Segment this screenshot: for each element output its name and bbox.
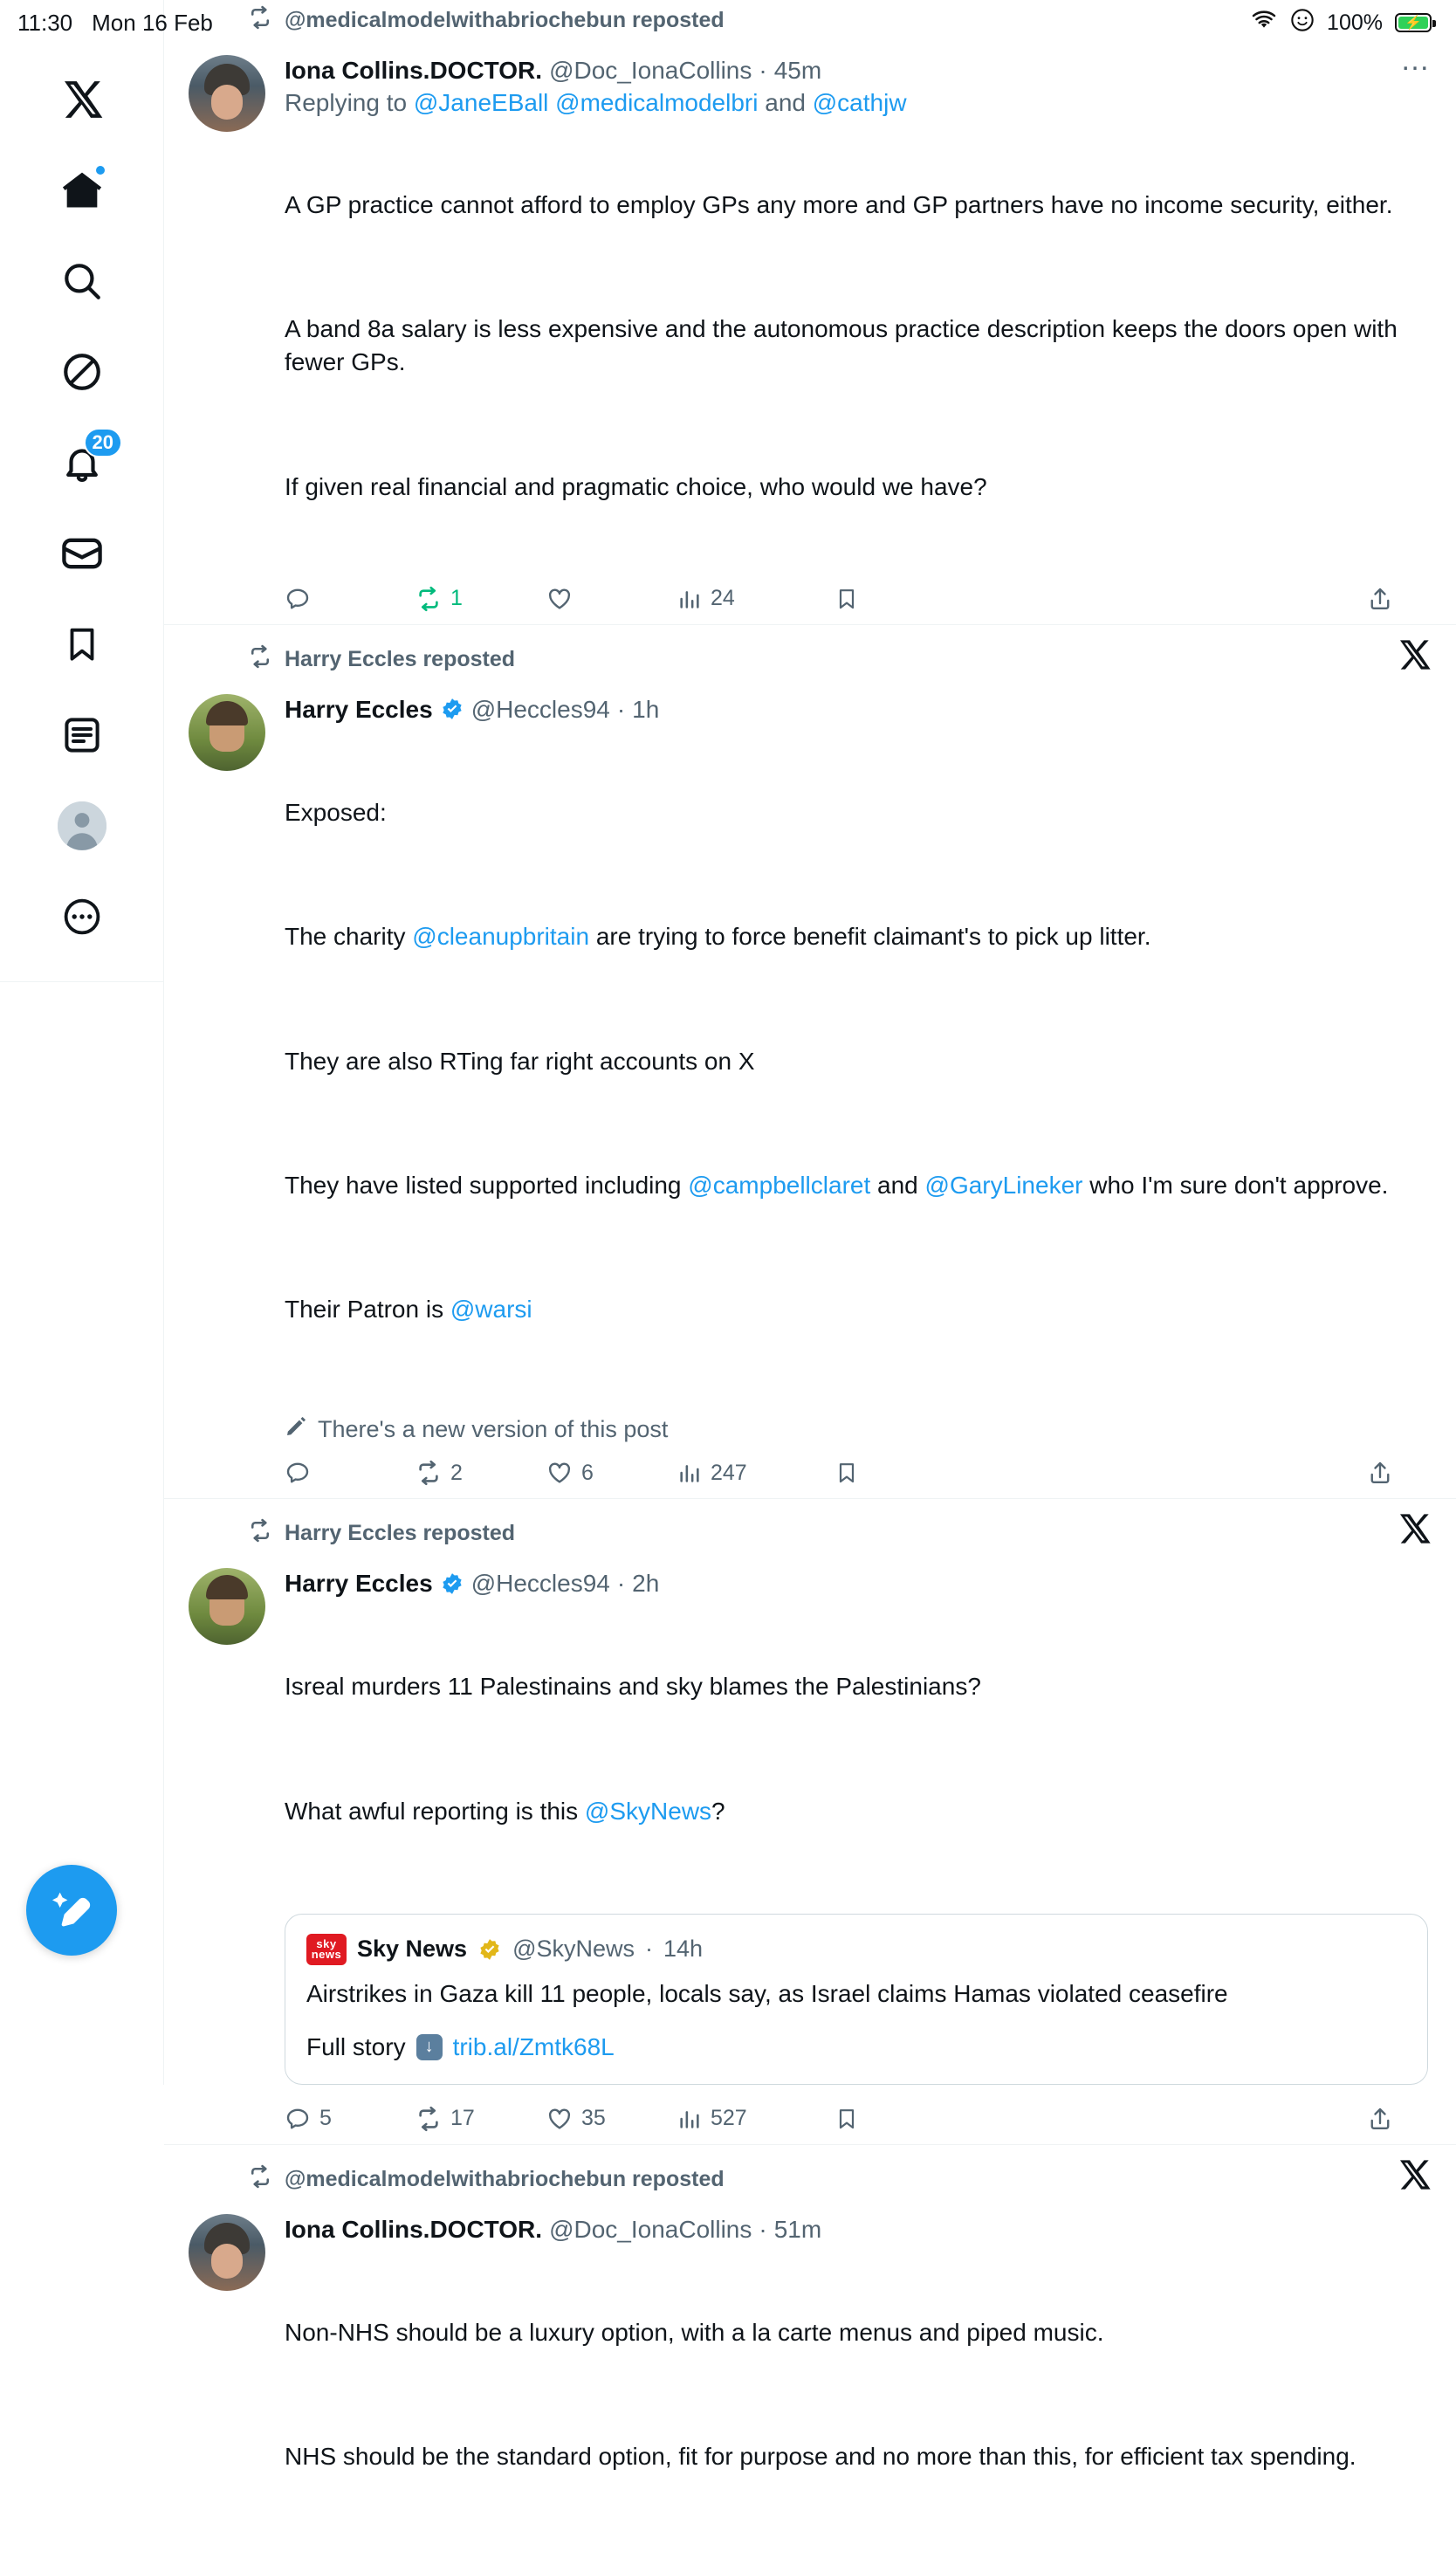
separator: · <box>616 695 626 723</box>
post-timestamp[interactable]: 45m <box>773 57 822 84</box>
post-timestamp[interactable]: 1h <box>632 695 660 723</box>
repost-context-label: Harry Eccles reposted <box>285 1521 516 1546</box>
views-count: 527 <box>711 2106 747 2131</box>
repost-button[interactable] <box>416 1460 546 1486</box>
download-arrow-icon: ↓ <box>416 2034 443 2060</box>
new-version-label: There's a new version of this post <box>318 1416 669 1443</box>
share-button[interactable] <box>1367 2106 1393 2132</box>
pencil-icon <box>285 1415 307 1444</box>
sidebar-nav <box>0 0 164 2085</box>
like-count: 6 <box>581 1460 594 1485</box>
avatar <box>58 801 106 850</box>
views-count: 247 <box>711 1460 747 1485</box>
post-paragraph: NHS should be the standard option, fit for purpose and no more than this, for efficient tax spending. <box>285 2443 1356 2471</box>
author-display-name[interactable]: Harry Eccles <box>285 1570 433 1598</box>
x-source-icon <box>1397 1511 1432 1551</box>
battery-charging-icon: ⚡ <box>1395 13 1432 32</box>
gold-verified-badge-icon <box>477 1937 502 1962</box>
author-handle[interactable]: @Doc_IonaCollins <box>549 2215 752 2243</box>
sidebar-item-explore[interactable] <box>37 236 127 327</box>
sidebar-item-logo-x[interactable] <box>37 54 127 145</box>
post-paragraph: If given real financial and pragmatic choice, who would we have? <box>285 472 987 500</box>
timeline-feed[interactable] <box>164 0 1456 2471</box>
sidebar-item-messages[interactable] <box>37 508 127 599</box>
repost-button[interactable] <box>416 2106 546 2132</box>
post-paragraph: A GP practice cannot afford to employ GPs any more and GP partners have no income security, either. <box>285 191 1393 219</box>
post-author-row <box>285 55 1428 86</box>
repost-count: 1 <box>450 586 463 611</box>
battery-percent: 100% <box>1327 10 1383 35</box>
quoted-author-row <box>306 1934 1406 1965</box>
post-overflow-menu[interactable]: … <box>1400 44 1432 77</box>
like-button[interactable] <box>546 1460 677 1486</box>
post-author-row <box>285 694 1428 725</box>
views-button[interactable] <box>677 586 834 611</box>
sidebar-item-bookmarks[interactable] <box>37 599 127 690</box>
post-paragraph: Non-NHS should be a luxury option, with a la carte menus and piped music. <box>285 2319 1104 2347</box>
sidebar-item-grok[interactable] <box>37 327 127 417</box>
like-count: 35 <box>581 2106 606 2131</box>
author-handle[interactable]: @Heccles94 <box>470 1570 610 1598</box>
post-text <box>285 2250 1428 2541</box>
repost-context-label: @medicalmodelwithabriochebun reposted <box>285 8 725 32</box>
bookmark-button[interactable] <box>834 587 965 611</box>
post-text <box>285 730 1428 1392</box>
post-paragraph: The charity @cleanupbritain are trying to force benefit claimant's to pick up litter. <box>285 923 1151 951</box>
quoted-full-story <box>306 2033 1406 2061</box>
post-item[interactable] <box>164 1499 1456 2145</box>
replying-and: and <box>758 89 813 116</box>
post-paragraph: Their Patron is @warsi <box>285 1296 532 1324</box>
replying-to-line <box>285 89 1428 117</box>
views-count: 24 <box>711 586 735 611</box>
reply-mention[interactable]: @JaneEBall <box>413 89 549 116</box>
repost-context <box>189 625 1432 682</box>
repost-count: 17 <box>450 2106 475 2131</box>
verified-badge-icon <box>440 697 464 721</box>
quoted-display-name[interactable]: Sky News <box>357 1936 468 1963</box>
repost-context-label: Harry Eccles reposted <box>285 646 516 671</box>
reply-mention[interactable]: @cathjw <box>812 89 907 116</box>
separator: · <box>759 57 767 84</box>
post-paragraph: A band 8a salary is less expensive and the autonomous practice description keeps the doors open with fewer GPs. <box>285 315 1404 376</box>
repost-context <box>189 1499 1432 1556</box>
wifi-icon <box>1250 10 1278 37</box>
home-unread-dot <box>94 164 106 176</box>
mention-link[interactable]: @warsi <box>450 1296 532 1324</box>
reply-button[interactable] <box>285 2106 416 2132</box>
mention-link[interactable]: @campbellclaret <box>688 1171 871 1199</box>
mention-link[interactable]: @SkyNews <box>584 1797 712 1825</box>
new-version-note[interactable] <box>285 1415 1428 1444</box>
sidebar-item-lists[interactable] <box>37 690 127 780</box>
replying-to-label: Replying to <box>285 89 414 116</box>
post-actions <box>285 1460 1428 1486</box>
x-source-icon <box>1397 2157 1432 2197</box>
post-item[interactable] <box>164 2145 1456 2541</box>
sidebar-divider <box>0 981 164 982</box>
post-paragraph: Isreal murders 11 Palestinains and sky blames the Palestinians? <box>285 1673 981 1701</box>
smiley-icon <box>1290 8 1315 38</box>
post-text <box>285 122 1428 570</box>
sidebar-item-more[interactable] <box>37 871 127 962</box>
mention-link[interactable]: @GaryLineker <box>924 1171 1083 1199</box>
author-display-name[interactable]: Harry Eccles <box>285 695 433 723</box>
post-avatar[interactable] <box>189 694 265 771</box>
verified-badge-icon <box>440 1571 464 1596</box>
views-button[interactable] <box>677 2106 834 2131</box>
logo-line-2: news <box>311 1947 342 1961</box>
post-author-row <box>285 2214 1428 2245</box>
repost-icon <box>248 644 272 675</box>
status-time: 11:30 <box>17 9 73 36</box>
author-display-name[interactable]: Iona Collins.DOCTOR. <box>285 57 543 84</box>
post-actions <box>285 2106 1428 2132</box>
quoted-post-card[interactable] <box>285 1914 1428 2085</box>
post-timestamp[interactable]: 51m <box>773 2215 822 2243</box>
reply-count: 5 <box>319 2106 332 2131</box>
repost-icon <box>248 2164 272 2195</box>
author-display-name[interactable]: Iona Collins.DOCTOR. <box>285 2215 543 2243</box>
compose-post-button[interactable] <box>26 1865 117 1956</box>
sky-news-logo-icon <box>306 1934 347 1965</box>
post-item[interactable] <box>164 625 1456 1499</box>
sidebar-item-notifications[interactable] <box>37 417 127 508</box>
post-avatar[interactable] <box>189 1568 265 1645</box>
post-paragraph: They have listed supported including @campbellclaret and @GaryLineker who I'm sure don't approve. <box>285 1171 1389 1199</box>
views-button[interactable] <box>677 1461 834 1486</box>
post-paragraph: What awful reporting is this @SkyNews? <box>285 1797 725 1825</box>
author-handle[interactable]: @Heccles94 <box>470 695 610 723</box>
logo-line-1: sky <box>316 1936 337 1950</box>
reply-button[interactable] <box>285 586 416 612</box>
post-item[interactable] <box>164 0 1456 625</box>
full-story-label: Full story <box>306 2032 406 2060</box>
reply-mention[interactable]: @medicalmodelbri <box>555 89 759 116</box>
notifications-badge: 20 <box>84 428 122 457</box>
post-paragraph: They are also RTing far right accounts on X <box>285 1047 755 1075</box>
post-text <box>285 1604 1428 1894</box>
repost-context <box>189 2145 1432 2202</box>
mention-link[interactable]: @cleanupbritain <box>412 923 590 951</box>
bookmark-button[interactable] <box>834 2107 965 2131</box>
separator: · <box>645 1936 654 1963</box>
repost-button[interactable] <box>416 586 546 612</box>
share-button[interactable] <box>1367 586 1393 612</box>
like-button[interactable] <box>546 2106 677 2132</box>
post-avatar[interactable] <box>189 2214 265 2291</box>
quoted-handle[interactable]: @SkyNews <box>512 1936 635 1963</box>
share-button[interactable] <box>1367 1460 1393 1486</box>
reply-button[interactable] <box>285 1460 416 1486</box>
sidebar-item-home[interactable] <box>37 145 127 236</box>
separator: · <box>616 1570 626 1598</box>
status-date: Mon 16 Feb <box>92 9 213 36</box>
x-source-icon <box>1397 637 1432 677</box>
status-bar <box>0 0 1456 45</box>
bookmark-button[interactable] <box>834 1461 965 1485</box>
post-author-row <box>285 1568 1428 1599</box>
post-avatar[interactable] <box>189 55 265 132</box>
repost-count: 2 <box>450 1460 463 1485</box>
author-handle[interactable]: @Doc_IonaCollins <box>549 57 752 84</box>
post-paragraph: Exposed: <box>285 799 387 827</box>
repost-context-label: @medicalmodelwithabriochebun reposted <box>285 2166 725 2191</box>
quoted-text: Airstrikes in Gaza kill 11 people, locals say, as Israel claims Hamas violated ceasefire <box>306 1979 1228 2007</box>
quoted-timestamp[interactable]: 14h <box>663 1936 704 1963</box>
like-button[interactable] <box>546 586 677 612</box>
repost-icon <box>248 1518 272 1549</box>
separator: · <box>759 2215 767 2243</box>
post-actions <box>285 586 1428 612</box>
quoted-link[interactable]: trib.al/Zmtk68L <box>452 2032 615 2060</box>
post-timestamp[interactable]: 2h <box>632 1570 660 1598</box>
sidebar-item-profile[interactable] <box>37 780 127 871</box>
